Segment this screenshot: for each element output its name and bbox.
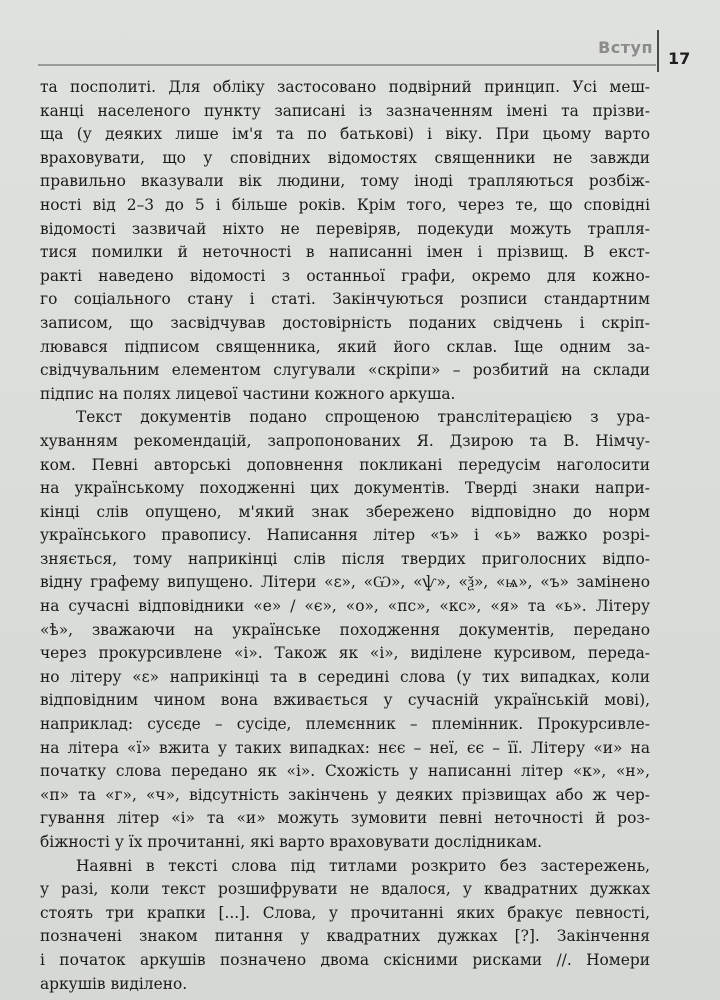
text-line: через прокурсивлене «і». Також як «і», виділене курсивом, передa- — [40, 644, 650, 663]
text-line: відну графему випущено. Літери «ɛ», «Ѡ», «ѱ», «ѯ», «ѩ», «ъ» замінено — [40, 573, 650, 592]
text-line: на літера «ї» вжита у таких випадках: нєє – неї, єє – її. Літеру «и» на — [40, 738, 650, 757]
text-line: стоять три крапки [...]. Слова, у прочитанні яких бракує певності, — [40, 903, 650, 922]
text-line: свідчувальним елементом слугували «скріпи» – розбитий на склади — [40, 361, 650, 380]
text-line: біжності у їх прочитанні, які варто враховувати дослідникам. — [40, 833, 543, 851]
text-line: у разі, коли текст розшифрувати не вдалося, у квадратних дужках — [40, 880, 650, 899]
text-line: початку слова передано як «і». Схожість у написанні літер «к», «н», — [40, 762, 650, 781]
running-header-title: Вступ — [598, 38, 653, 57]
page-number: 17 — [668, 49, 691, 68]
header-rule — [38, 64, 656, 66]
paragraph — [40, 406, 650, 854]
text-line: ща (у деяких лише ім'я та по батькові) і віку. При цьому варто — [40, 125, 650, 144]
text-line: «п» та «г», «ч», відсутність закінчень у деяких прізвищах або ж чер- — [40, 785, 650, 804]
text-line: ракті наведено відомості з останньої графи, окремо для кожно- — [40, 266, 650, 285]
text-line: го соціального стану і статі. Закінчуються розписи стандартним — [40, 290, 650, 309]
text-line: зняється, тому наприкінці слів після твердих приголосних відпо- — [40, 549, 650, 568]
paragraph — [40, 76, 650, 406]
text-line: канці населеного пункту записані із зазначенням імені та прізви- — [40, 101, 650, 120]
text-line: позначені знаком питання у квадратних дужках [?]. Закінчення — [40, 927, 650, 946]
text-line: наприклад: сусєде – сусіде, племєнник – племінник. Прокурсивле- — [40, 715, 650, 734]
text-line: та посполиті. Для обліку застосовано подвірний принцип. Усі меш- — [40, 78, 650, 96]
text-line: но літеру «ɛ» наприкінці та в середині слова (у тих випадках, коли — [40, 667, 650, 686]
text-line: Текст документів подано спрощеною транслітерацією з ура- — [76, 408, 650, 427]
text-line: ком. Певні авторські доповнення покликані передусім наголосити — [40, 455, 650, 474]
text-line: правильно вказували вік людини, тому іноді трапляються розбіж- — [40, 172, 650, 191]
text-line: аркушів виділено. — [40, 974, 188, 993]
body-text — [40, 76, 650, 996]
text-line: підпис на полях лицевої частини кожного аркуша. — [40, 384, 456, 403]
paragraph — [40, 855, 650, 997]
text-line: і початок аркушів позначено двома скісними рисками //. Номери — [40, 950, 650, 969]
text-line: українського правопису. Написання літер «ъ» і «ь» важко розрі- — [40, 526, 650, 545]
text-line: відомості зазвичай ніхто не перевіряв, подекуди можуть трапля- — [40, 219, 650, 238]
text-line: хуванням рекомендацій, запропонованих Я. Дзирою та В. Німчу- — [40, 431, 650, 450]
text-line: тися помилки й неточності в написанні імен і прізвищ. В екст- — [40, 243, 650, 262]
text-line: гування літер «і» та «и» можуть зумовити певні неточності й роз- — [40, 809, 650, 828]
text-line: «ѣ», зважаючи на українське походження документів, передано — [40, 620, 650, 639]
text-line: лювався підписом священника, який його склав. Іще одним за- — [40, 337, 650, 356]
text-line: на сучасні відповідники «е» / «є», «о», «пс», «кс», «я» та «ь». Літеру — [40, 597, 650, 616]
text-line: ності від 2–3 до 5 і більше років. Крім того, через те, що сповідні — [40, 195, 650, 214]
text-line: враховувати, що у сповідних відомостях священники не завжди — [40, 148, 650, 167]
text-line: кінці слів опущено, м'який знак збережено відповідно до норм — [40, 502, 650, 521]
header-vertical-rule — [657, 30, 659, 72]
text-line: записом, що засвідчував достовірність поданих свідчень і скріп- — [40, 313, 650, 332]
text-line: на українському походженні цих документів. Тверді знаки напри- — [40, 479, 650, 498]
text-line: відповідним чином вона вживається у сучасній українській мові), — [40, 691, 650, 710]
text-line: Наявні в тексті слова під титлами розкрито без застережень, — [76, 856, 650, 875]
